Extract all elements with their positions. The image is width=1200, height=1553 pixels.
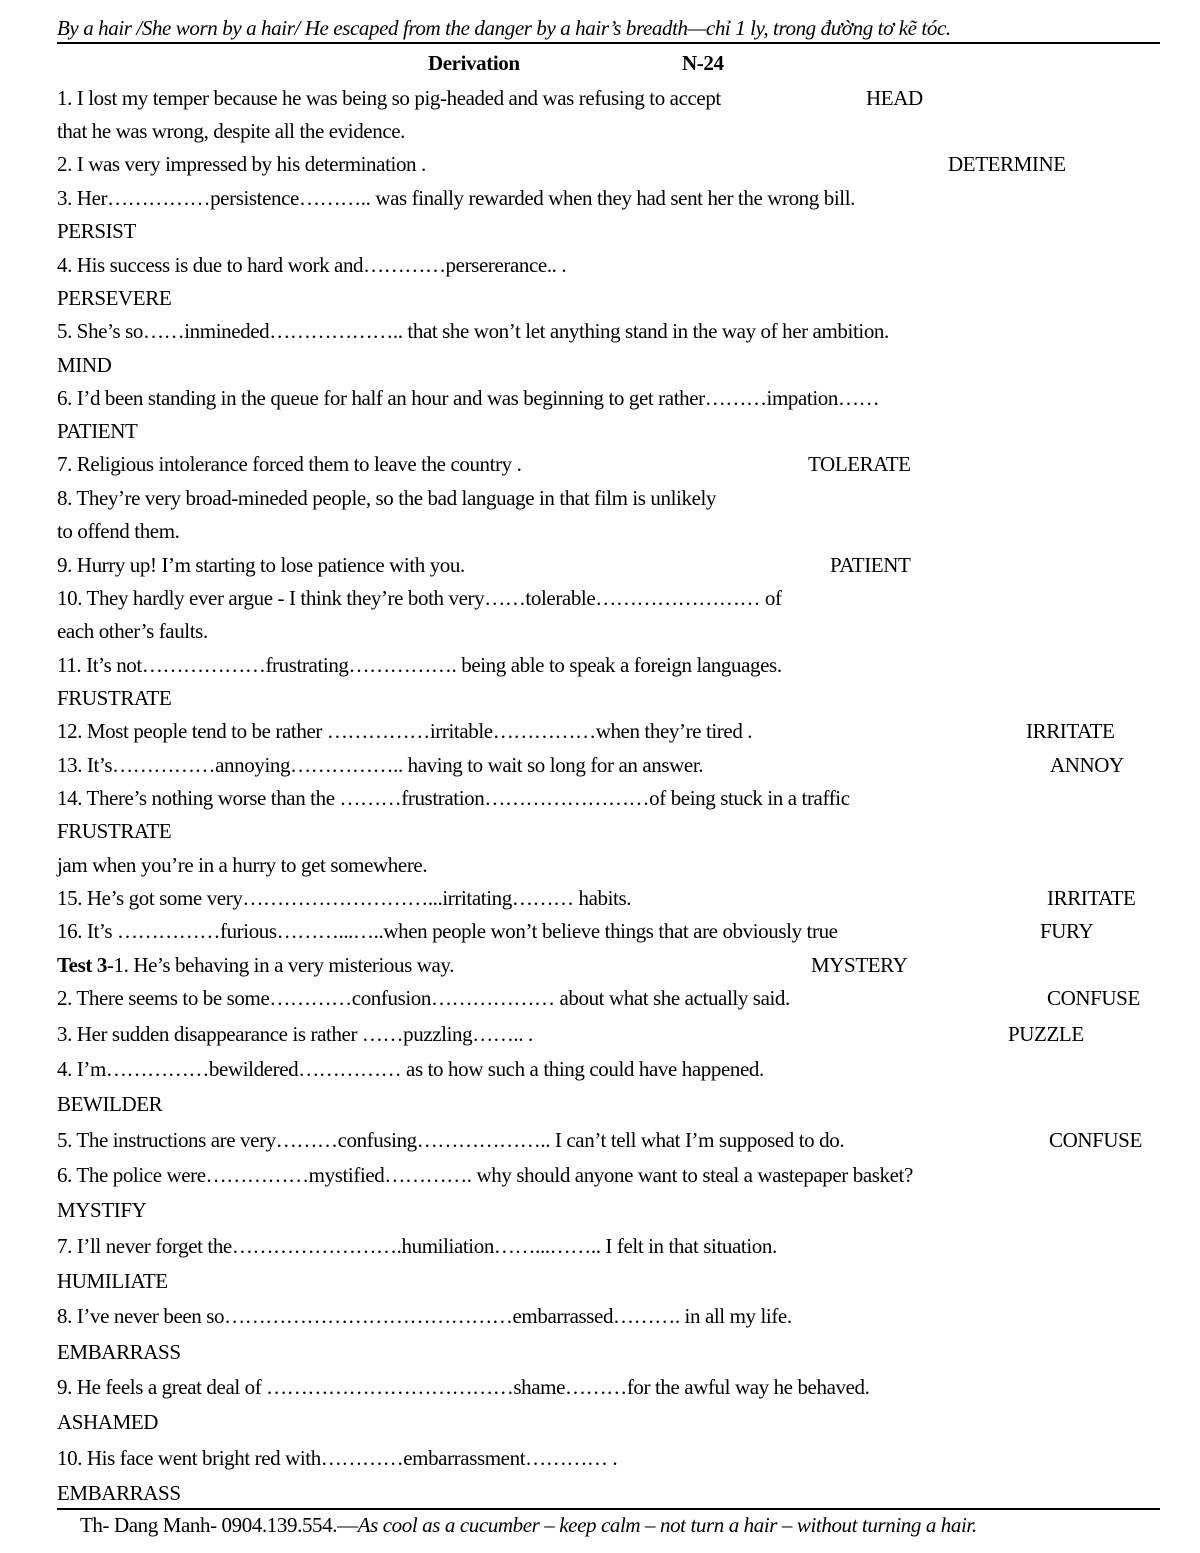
footer-contact: Th- Dang Manh- 0904.139.554.—	[80, 1513, 358, 1537]
sentence-text: 10. His face went bright red with…………embarrassment………… .	[57, 1446, 618, 1470]
sentence-text: 7. Religious intolerance forced them to leave the country .	[57, 452, 522, 476]
sentence-text: 8. I’ve never been so……………………………………embarrassed………. in all my life.	[57, 1304, 792, 1328]
root-word: DETERMINE	[948, 152, 1066, 176]
exercise-line	[57, 1266, 168, 1296]
sentence-text: -1. He’s behaving in a very misterious way.	[106, 953, 455, 977]
exercise-line	[57, 83, 721, 113]
exercise-line	[57, 383, 879, 413]
root-word: IRRITATE	[1026, 719, 1115, 743]
sentence-text: jam when you’re in a hurry to get somewhere.	[57, 853, 428, 877]
sentence-text: 8. They’re very broad-mineded people, so the bad language in that film is unlikely	[57, 486, 717, 510]
sentence-text: 3. Her……………persistence……….. was finally rewarded when they had sent her the wrong bill.	[57, 186, 855, 210]
sentence-text: FRUSTRATE	[57, 819, 172, 843]
exercise-line	[57, 316, 889, 346]
exercise-line	[57, 683, 171, 713]
page-code: N-24	[682, 51, 724, 75]
exercise-line	[57, 116, 405, 146]
exercise-line	[57, 583, 782, 613]
sentence-text: 14. There’s nothing worse than the ………frustration……………………of being stuck in a traffic	[57, 786, 850, 810]
sentence-text: 2. I was very impressed by his determination .	[57, 152, 426, 176]
sentence-text: HUMILIATE	[57, 1269, 168, 1293]
footer-rule	[57, 1508, 1160, 1510]
sentence-text: MIND	[57, 353, 112, 377]
exercise-line	[57, 1195, 146, 1225]
sentence-text: 13. It’s……………annoying…………….. having to wait so long for an answer.	[57, 753, 704, 777]
exercise-line	[57, 716, 752, 746]
root-word: CONFUSE	[1047, 986, 1140, 1010]
exercise-line	[57, 616, 208, 646]
exercise-line	[57, 816, 171, 846]
exercise-line	[57, 216, 136, 246]
exercise-line	[57, 1337, 181, 1367]
exercise-line	[57, 1160, 913, 1190]
exercise-line	[57, 750, 703, 780]
exercise-line	[57, 1301, 792, 1331]
sentence-text: 5. She’s so……inmineded……………….. that she won’t let anything stand in the way of her ambition.	[57, 319, 889, 343]
exercise-line	[57, 1019, 533, 1049]
exercise-line	[57, 783, 850, 813]
exercise-line	[57, 149, 426, 179]
footer-idioms: As cool as a cucumber – keep calm – not turn a hair – without turning a hair.	[357, 1513, 977, 1537]
exercise-line	[57, 250, 566, 280]
test-label: Test 3	[57, 953, 107, 977]
sentence-text: PERSEVERE	[57, 286, 172, 310]
sentence-text: 3. Her sudden disappearance is rather ……puzzling…….. .	[57, 1022, 533, 1046]
sentence-text: 10. They hardly ever argue - I think they’re both very……tolerable…………………… of	[57, 586, 782, 610]
exercise-line	[57, 550, 465, 580]
sentence-text: 9. He feels a great deal of ………………………………shame………for the awful way he behaved.	[57, 1375, 870, 1399]
sentence-text: 6. I’d been standing in the queue for half an hour and was beginning to get rather………impation……	[57, 386, 880, 410]
sentence-text: PATIENT	[57, 419, 138, 443]
sentence-text: EMBARRASS	[57, 1340, 181, 1364]
exercise-line	[57, 483, 716, 513]
exercise-line	[57, 283, 171, 313]
exercise-line	[57, 1407, 158, 1437]
header-rule	[57, 42, 1160, 44]
exercise-line	[57, 350, 111, 380]
exercise-line	[57, 1372, 869, 1402]
sentence-text: 16. It’s ……………furious………...…..when people won’t believe things that are obviously true	[57, 919, 838, 943]
root-word: PATIENT	[830, 553, 911, 577]
root-word: HEAD	[866, 86, 923, 110]
exercise-line	[57, 1231, 777, 1261]
exercise-line	[57, 1125, 844, 1155]
exercise-line	[57, 1478, 181, 1508]
root-word: CONFUSE	[1049, 1128, 1142, 1152]
sentence-text: to offend them.	[57, 519, 180, 543]
exercise-line	[57, 1443, 617, 1473]
exercise-line	[57, 916, 838, 946]
root-word: TOLERATE	[808, 452, 911, 476]
exercise-line	[57, 449, 522, 479]
root-word: FURY	[1040, 919, 1094, 943]
root-word: PUZZLE	[1008, 1022, 1084, 1046]
sentence-text: 12. Most people tend to be rather ……………irritable……………when they’re tired .	[57, 719, 753, 743]
sentence-text: 6. The police were……………mystified…………. why should anyone want to steal a wastepaper basket?	[57, 1163, 913, 1187]
exercise-line	[57, 950, 454, 980]
root-word: IRRITATE	[1047, 886, 1136, 910]
sentence-text: 15. He’s got some very………………………...irritating……… habits.	[57, 886, 632, 910]
sentence-text: EMBARRASS	[57, 1481, 181, 1505]
sentence-text: that he was wrong, despite all the evidence.	[57, 119, 406, 143]
exercise-line	[57, 1054, 764, 1084]
sentence-text: 4. His success is due to hard work and…………persererance.. .	[57, 253, 567, 277]
exercise-line	[57, 850, 427, 880]
exercise-line	[57, 883, 631, 913]
exercise-line	[57, 1089, 162, 1119]
exercise-line	[57, 650, 782, 680]
header-idiom: By a hair /She worn by a hair/ He escaped from the danger by a hair’s breadth—chỉ 1 ly, trong đường tơ kẽ tóc.	[57, 16, 951, 40]
sentence-text: 2. There seems to be some…………confusion……………… about what she actually said.	[57, 986, 790, 1010]
sentence-text: MYSTIFY	[57, 1198, 147, 1222]
sentence-text: FRUSTRATE	[57, 686, 172, 710]
sentence-text: 5. The instructions are very………confusing……………….. I can’t tell what I’m supposed to do.	[57, 1128, 845, 1152]
page-title: Derivation	[428, 51, 520, 75]
sentence-text: 7. I’ll never forget the…………………….humiliation……...…….. I felt in that situation.	[57, 1234, 777, 1258]
sentence-text: each other’s faults.	[57, 619, 208, 643]
exercise-line	[57, 983, 790, 1013]
sentence-text: 11. It’s not………………frustrating……………. being able to speak a foreign languages.	[57, 653, 782, 677]
sentence-text: ASHAMED	[57, 1410, 159, 1434]
sentence-text: 9. Hurry up! I’m starting to lose patience with you.	[57, 553, 465, 577]
sentence-text: PERSIST	[57, 219, 136, 243]
exercise-line	[57, 416, 137, 446]
footer	[80, 1513, 977, 1538]
sentence-text: BEWILDER	[57, 1092, 163, 1116]
sentence-text: 4. I’m……………bewildered…………… as to how such a thing could have happened.	[57, 1057, 764, 1081]
exercise-line	[57, 516, 180, 546]
root-word: ANNOY	[1050, 753, 1124, 777]
sentence-text: 1. I lost my temper because he was being so pig-headed and was refusing to accept	[57, 86, 721, 110]
exercise-line	[57, 183, 855, 213]
root-word: MYSTERY	[811, 953, 908, 977]
